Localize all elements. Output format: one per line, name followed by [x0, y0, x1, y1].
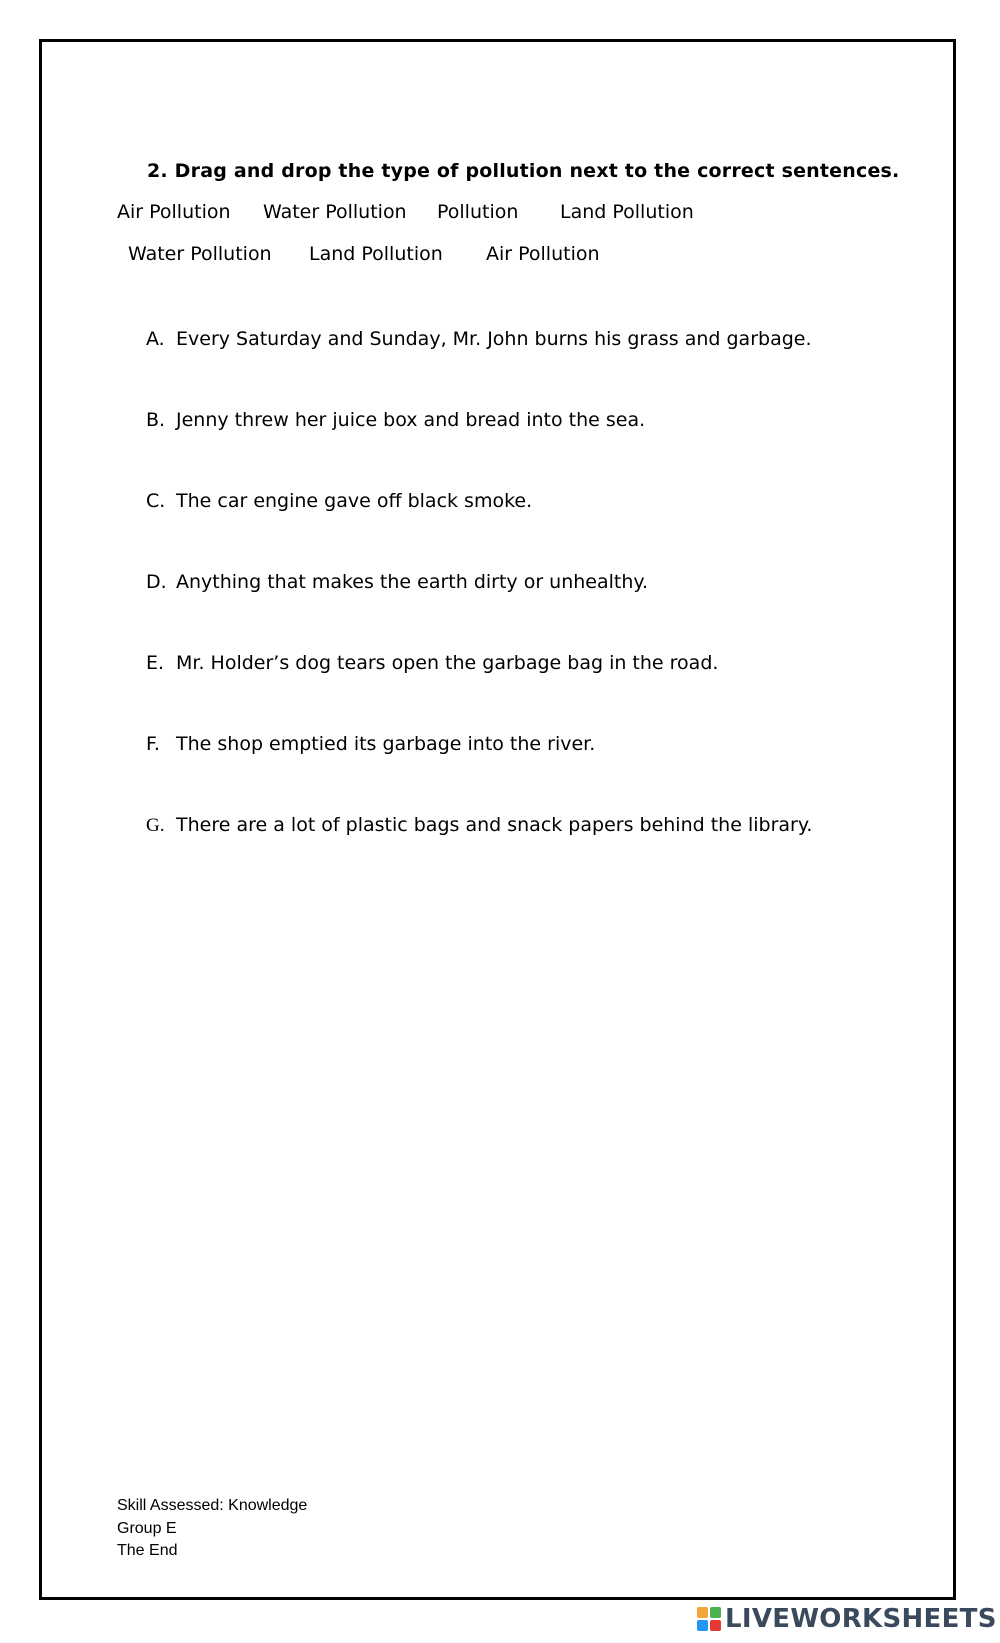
question-d	[146, 571, 654, 593]
question-g	[146, 814, 818, 837]
question-letter: C.	[146, 490, 166, 512]
question-text: The car engine gave off black smoke.	[176, 490, 533, 512]
instruction-heading: 2. Drag and drop the type of pollution next to the correct sentences.	[147, 160, 900, 182]
footer-notes	[117, 1495, 307, 1563]
question-letter: D.	[146, 571, 167, 593]
liveworksheets-logo-icon	[697, 1607, 721, 1631]
group-label: Group E	[117, 1519, 177, 1537]
question-e	[146, 652, 724, 674]
question-text: Every Saturday and Sunday, Mr. John burns his grass and garbage.	[176, 328, 812, 350]
word-bank-chip[interactable]: Water Pollution	[128, 243, 272, 265]
word-bank-chip[interactable]: Land Pollution	[560, 201, 694, 223]
question-text: Jenny threw her juice box and bread into the sea.	[176, 409, 646, 431]
question-letter: A.	[146, 328, 165, 350]
word-bank-chip[interactable]: Pollution	[437, 201, 519, 223]
question-text: Anything that makes the earth dirty or unhealthy.	[176, 571, 648, 593]
word-bank-chip[interactable]: Land Pollution	[309, 243, 443, 265]
question-letter: F.	[146, 733, 160, 755]
question-a	[146, 328, 818, 350]
question-c	[146, 490, 538, 512]
word-bank-chip[interactable]: Water Pollution	[263, 201, 407, 223]
question-text: Mr. Holder’s dog tears open the garbage bag in the road.	[176, 652, 719, 674]
skill-assessed: Skill Assessed: Knowledge	[117, 1497, 308, 1514]
question-letter: E.	[146, 652, 165, 674]
question-f	[146, 733, 601, 755]
question-letter: B.	[146, 409, 166, 431]
question-text: There are a lot of plastic bags and snack papers behind the library.	[176, 814, 813, 836]
question-text: The shop emptied its garbage into the river.	[176, 733, 596, 755]
question-b	[146, 409, 651, 431]
brand-name: LIVEWORKSHEETS	[725, 1604, 997, 1634]
word-bank-chip[interactable]: Air Pollution	[486, 243, 600, 265]
question-letter: G.	[146, 815, 165, 836]
end-label: The End	[117, 1542, 178, 1559]
liveworksheets-brand[interactable]	[697, 1602, 997, 1636]
word-bank-chip[interactable]: Air Pollution	[117, 201, 231, 223]
